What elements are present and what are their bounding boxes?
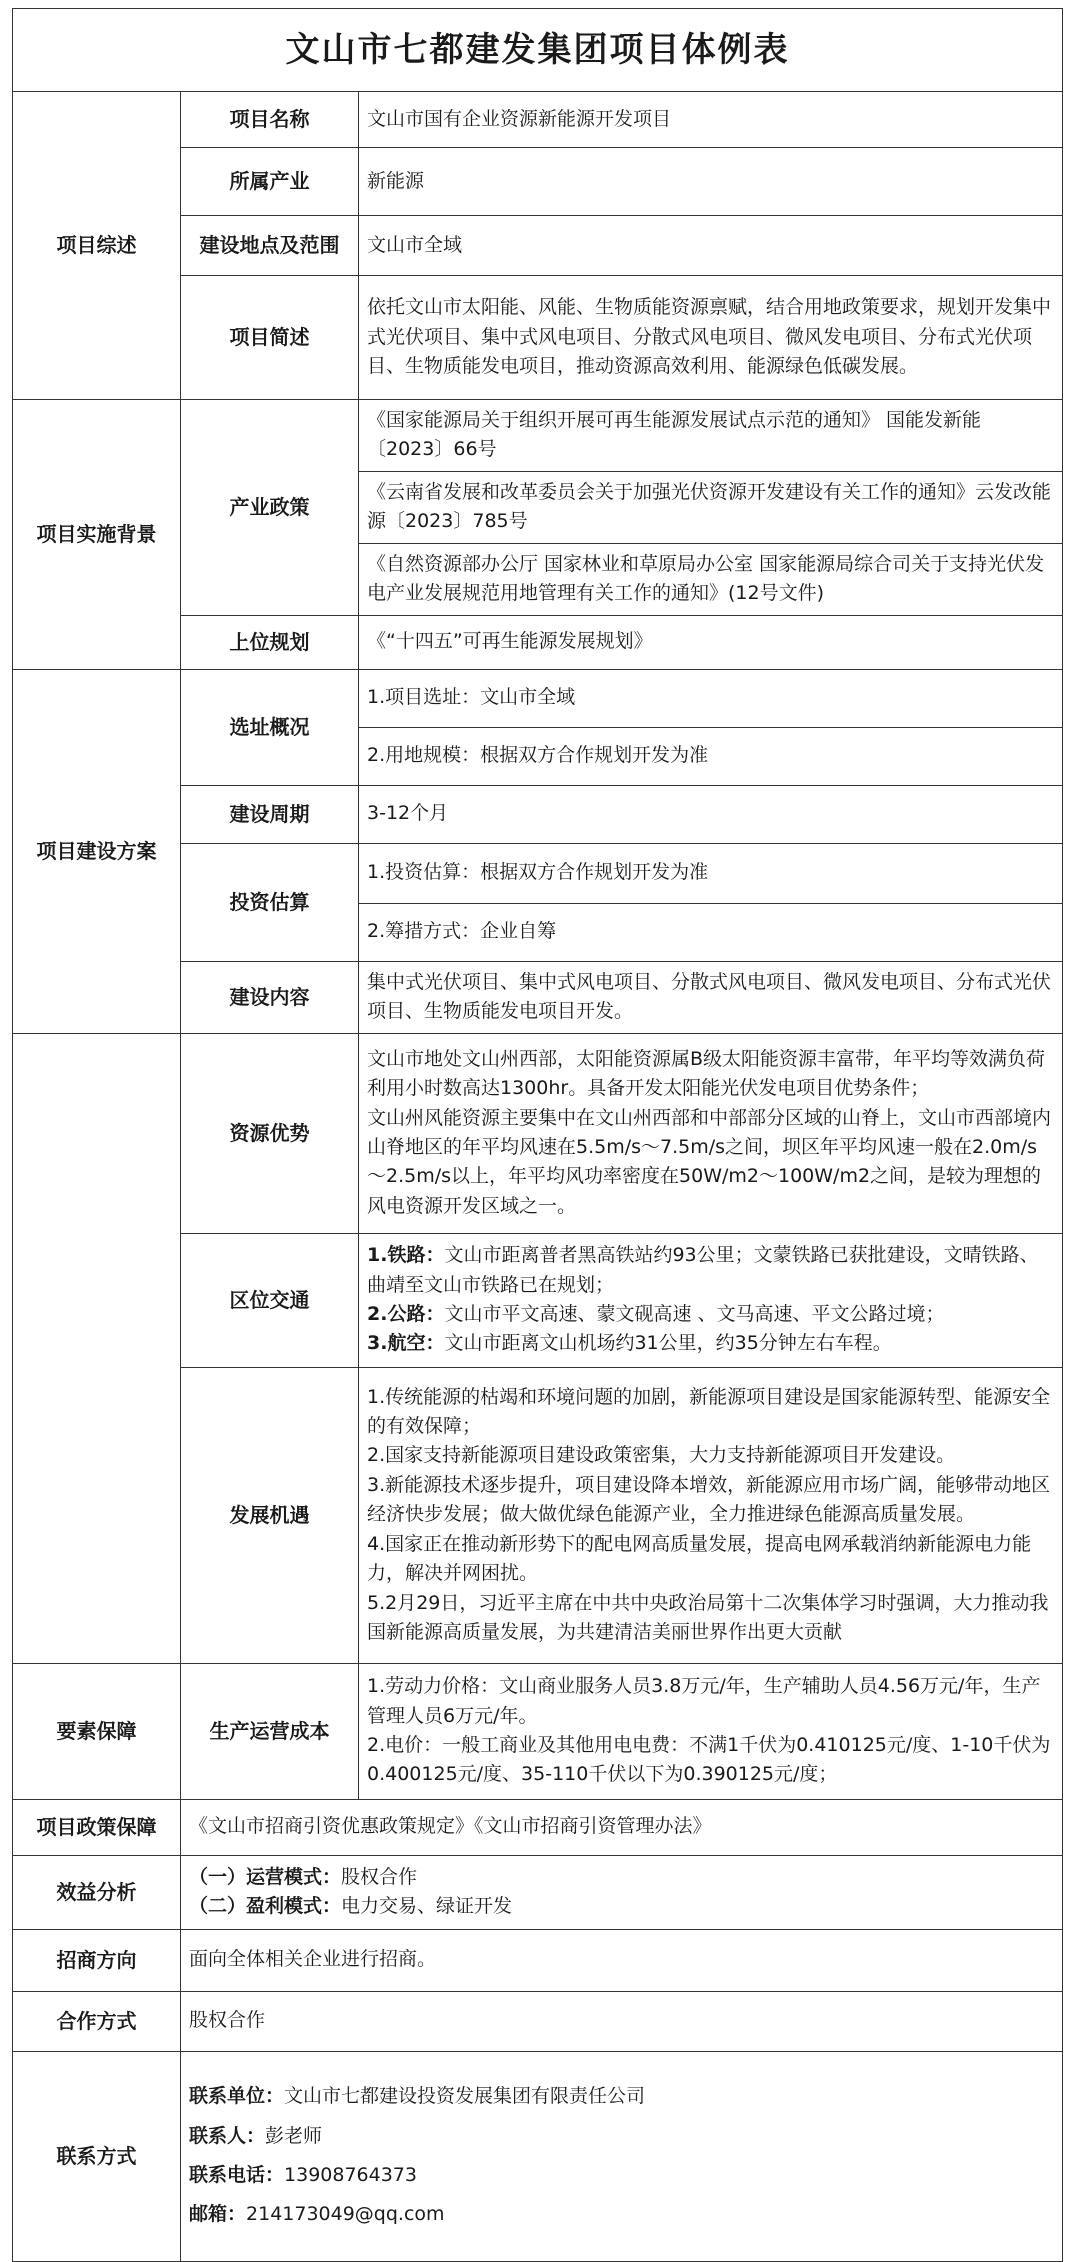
contact-phone-text: 13908764373 <box>284 2164 417 2186</box>
label-industry: 所属产业 <box>181 148 359 216</box>
label-location: 建设地点及范围 <box>181 216 359 276</box>
category-benefit: 效益分析 <box>13 1855 181 1929</box>
policy-item-1: 《国家能源局关于组织开展可再生能源发展试点示范的通知》 国能发新能〔2023〕66号 <box>359 400 1063 472</box>
project-sheet <box>12 8 1062 2262</box>
contact-person-text: 彭老师 <box>265 2124 323 2147</box>
label-site: 选址概况 <box>181 669 359 785</box>
opportunity-item-4: 4.国家正在推动新形势下的配电网高质量发展，提高电网承载消纳新能源电力能力，解决并网困扰。 <box>367 1532 1032 1585</box>
value-period: 3-12个月 <box>359 785 1063 843</box>
category-background: 项目实施背景 <box>13 400 181 670</box>
value-policy-guarantee: 《文山市招商引资优惠政策规定》《文山市招商引资管理办法》 <box>181 1799 1063 1855</box>
category-scheme: 项目建设方案 <box>13 669 181 1033</box>
contact-person-head: 联系人： <box>189 2124 266 2147</box>
label-content: 建设内容 <box>181 961 359 1033</box>
traffic-road-head: 2.公路： <box>367 1303 445 1325</box>
benefit-profit-text: 电力交易、绿证开发 <box>341 1895 513 1917</box>
invest-item-1: 1.投资估算：根据双方合作规划开发为准 <box>359 843 1063 903</box>
value-traffic <box>359 1233 1063 1367</box>
value-upper-plan: 《“十四五”可再生能源发展规划》 <box>359 615 1063 669</box>
invest-item-2: 2.筹措方式：企业自筹 <box>359 903 1063 961</box>
label-period: 建设周期 <box>181 785 359 843</box>
contact-email-text: 214173049@qq.com <box>246 2203 445 2226</box>
policy-item-2: 《云南省发展和改革委员会关于加强光伏资源开发建设有关工作的通知》云发改能源〔2023〕785号 <box>359 471 1063 543</box>
contact-email-head: 邮箱： <box>189 2203 247 2226</box>
category-overview: 项目综述 <box>13 92 181 400</box>
value-industry: 新能源 <box>359 148 1063 216</box>
contact-phone <box>189 2161 1054 2190</box>
label-investment: 投资估算 <box>181 843 359 961</box>
contact-email <box>189 2200 1054 2229</box>
value-project-name: 文山市国有企业资源新能源开发项目 <box>359 92 1063 148</box>
value-direction: 面向全体相关企业进行招商。 <box>181 1929 1063 1991</box>
category-factors: 要素保障 <box>13 1663 181 1799</box>
site-item-1: 1.项目选址：文山市全域 <box>359 669 1063 727</box>
opportunity-item-1: 1.传统能源的枯竭和环境问题的加剧，新能源项目建设是国家能源转型、能源安全的有效保障； <box>367 1385 1051 1437</box>
contact-unit <box>189 2082 1054 2111</box>
category-contact: 联系方式 <box>13 2051 181 2261</box>
contact-phone-head: 联系电话： <box>189 2164 285 2186</box>
traffic-air-text: 文山市距离文山机场约31公里，约35分钟左右车程。 <box>444 1332 892 1355</box>
traffic-road-text: 文山市平文高速、蒙文砚高速 、文马高速、平文公路过境； <box>444 1303 945 1325</box>
cost-item-2: 2.电价：一般工商业及其他用电电费：不满1千伏为0.410125元/度、1-10千伏为0.400125元/度、35-110千伏以下为0.390125元/度； <box>367 1734 1051 1786</box>
label-brief: 项目简述 <box>181 276 359 400</box>
value-brief: 依托文山市太阳能、风能、生物质能资源禀赋，结合用地政策要求，规划开发集中式光伏项目、集中式风电项目、分散式风电项目、微风发电项目、分布式光伏项目、生物质能发电项目，推动资源高效利用、能源绿色低碳发展。 <box>359 276 1063 400</box>
policy-item-3: 《自然资源部办公厅 国家林业和草原局办公室 国家能源局综合司关于支持光伏发电产业发展规范用地管理有关工作的通知》(12号文件) <box>359 543 1063 615</box>
value-contact <box>181 2051 1063 2261</box>
traffic-road <box>367 1300 1054 1329</box>
resource-paragraph-1: 文山市地处文山州西部，太阳能资源属B级太阳能资源丰富带，年平均等效满负荷利用小时数高达1300hr。具备开发太阳能光伏发电项目优势条件； <box>367 1047 1046 1100</box>
value-cooperation: 股权合作 <box>181 1991 1063 2051</box>
value-resource <box>359 1033 1063 1233</box>
label-industry-policy: 产业政策 <box>181 400 359 616</box>
label-opportunity: 发展机遇 <box>181 1367 359 1663</box>
label-traffic: 区位交通 <box>181 1233 359 1367</box>
opportunity-item-2: 2.国家支持新能源项目建设政策密集，大力支持新能源项目开发建设。 <box>367 1444 956 1467</box>
resource-paragraph-2: 文山州风能资源主要集中在文山州西部和中部部分区域的山脊上，文山市西部境内山脊地区的年平均风速在5.5m/s～7.5m/s之间，坝区年平均风速一般在2.0m/s～2.5m/s以上，年平均风功率密度在50W/m2～100W/m2之间，是较为理想的风电资源开发区域之一。 <box>367 1106 1052 1217</box>
traffic-rail-text: 文山市距离普者黑高铁站约93公里；文蒙铁路已获批建设，文晴铁路、曲靖至文山市铁路已在规划； <box>367 1244 1039 1296</box>
category-direction: 招商方向 <box>13 1929 181 1991</box>
page-title: 文山市七都建发集团项目体例表 <box>13 9 1063 92</box>
label-project-name: 项目名称 <box>181 92 359 148</box>
label-resource: 资源优势 <box>181 1033 359 1233</box>
category-policy-guarantee: 项目政策保障 <box>13 1799 181 1855</box>
benefit-operation-head: （一）运营模式： <box>189 1865 342 1888</box>
value-location: 文山市全域 <box>359 216 1063 276</box>
cost-item-1: 1.劳动力价格：文山商业服务人员3.8万元/年，生产辅助人员4.56万元/年，生产管理人员6万元/年。 <box>367 1675 1041 1727</box>
label-upper-plan: 上位规划 <box>181 615 359 669</box>
benefit-profit-head: （二）盈利模式： <box>189 1895 342 1917</box>
opportunity-item-3: 3.新能源技术逐步提升，项目建设降本增效，新能源应用市场广阔，能够带动地区经济快步发展；做大做优绿色能源产业，全力推进绿色能源高质量发展。 <box>367 1473 1051 1526</box>
traffic-rail-head: 1.铁路： <box>367 1244 445 1267</box>
site-item-2: 2.用地规模：根据双方合作规划开发为准 <box>359 727 1063 785</box>
contact-unit-head: 联系单位： <box>189 2085 285 2108</box>
traffic-air <box>367 1329 1054 1358</box>
contact-unit-text: 文山市七都建设投资发展集团有限责任公司 <box>284 2085 646 2108</box>
contact-person <box>189 2122 1054 2151</box>
value-benefit <box>181 1855 1063 1929</box>
value-opportunity <box>359 1367 1063 1663</box>
traffic-rail <box>367 1241 1054 1300</box>
benefit-operation-text: 股权合作 <box>341 1865 418 1888</box>
benefit-profit <box>189 1892 1054 1921</box>
label-cost: 生产运营成本 <box>181 1663 359 1799</box>
category-advantages-empty <box>13 1033 181 1663</box>
value-content: 集中式光伏项目、集中式风电项目、分散式风电项目、微风发电项目、分布式光伏项目、生物质能发电项目开发。 <box>359 961 1063 1033</box>
opportunity-item-5: 5.2月29日，习近平主席在中共中央政治局第十二次集体学习时强调，大力推动我国新能源高质量发展，为共建清洁美丽世界作出更大贡献 <box>367 1591 1049 1644</box>
category-cooperation: 合作方式 <box>13 1991 181 2051</box>
value-cost <box>359 1663 1063 1799</box>
traffic-air-head: 3.航空： <box>367 1332 445 1355</box>
benefit-operation <box>189 1863 1054 1892</box>
project-table <box>12 8 1063 2262</box>
